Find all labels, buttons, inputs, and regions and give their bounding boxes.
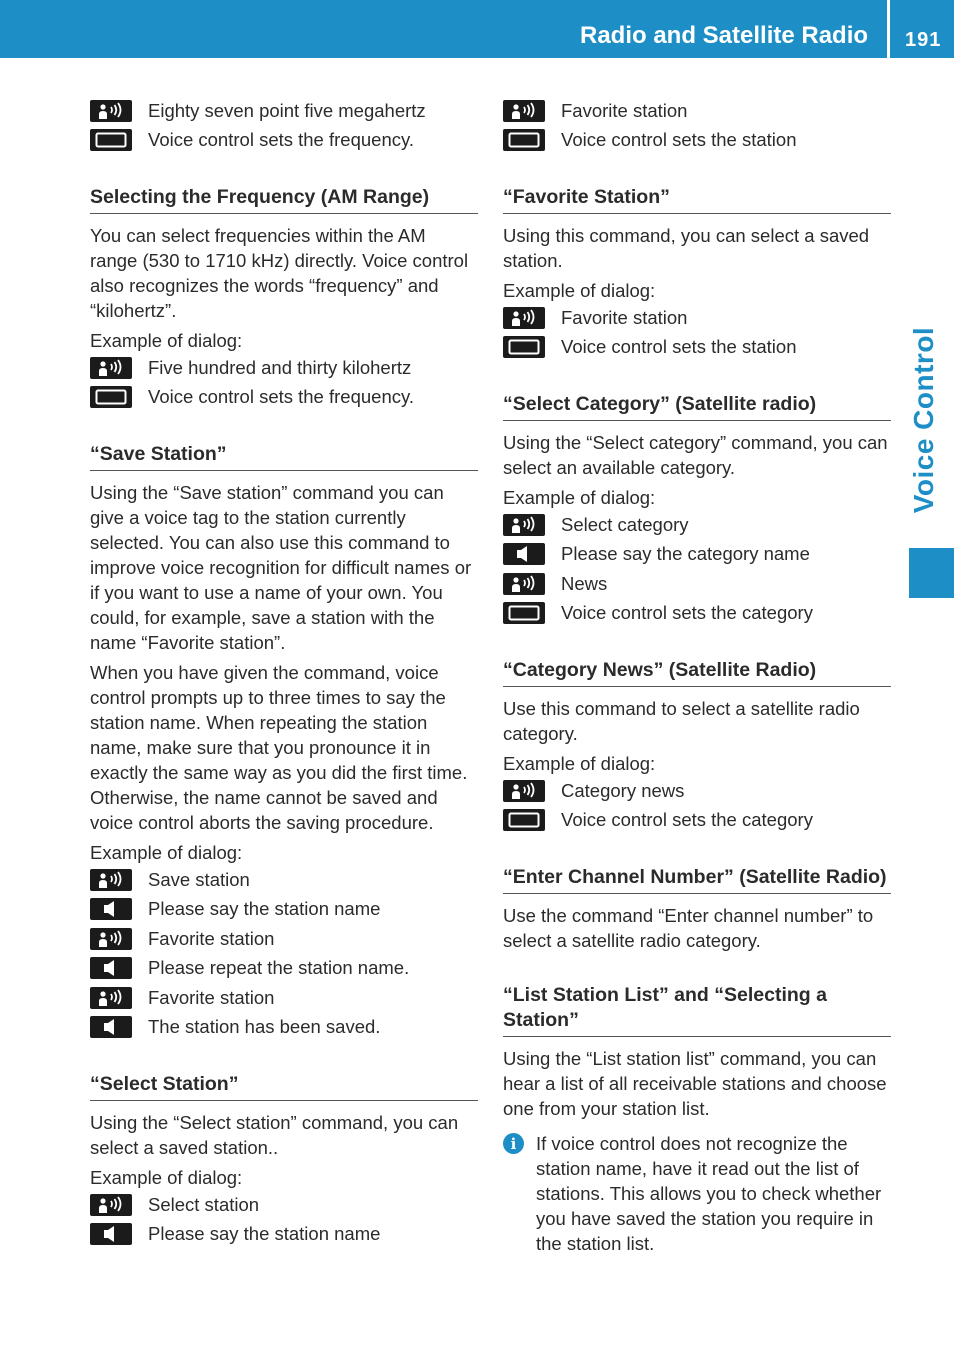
- dialog-line: [90, 895, 478, 925]
- dialog-line: [90, 126, 478, 156]
- dialog-text: Voice control sets the category: [561, 809, 813, 831]
- speak-icon: [503, 100, 545, 122]
- speak-icon: [90, 987, 132, 1009]
- paragraph: Use the command “Enter channel number” to select a satellite radio category.: [503, 905, 874, 951]
- screen-icon: [503, 336, 545, 358]
- speak-icon: [90, 100, 132, 122]
- example-label: Example of dialog:: [503, 280, 656, 301]
- dialog-line: [503, 96, 891, 126]
- dialog-line: [90, 1220, 478, 1250]
- paragraph: Using the “Select category” command, you can select an available category.: [503, 432, 888, 478]
- dialog-list: [90, 96, 478, 155]
- dialog-line: [503, 776, 891, 806]
- dialog-list: [503, 96, 891, 155]
- dialog-text: Select station: [148, 1193, 260, 1215]
- dialog-text: Favorite station: [561, 306, 688, 328]
- dialog-text: Voice control sets the station: [561, 129, 797, 151]
- dialog-text: Favorite station: [561, 99, 688, 121]
- dialog-text: Favorite station: [148, 927, 275, 949]
- dialog-line: [90, 353, 478, 383]
- dialog-text: News: [561, 572, 608, 594]
- dialog-text: Select category: [561, 513, 689, 535]
- paragraph: Using the “List station list” command, you can hear a list of all receivable stations and choose one from your station list.: [503, 1048, 887, 1119]
- speak-icon: [503, 307, 545, 329]
- dialog-text: Voice control sets the category: [561, 602, 813, 624]
- dialog-list: [90, 865, 478, 1042]
- dialog-text: Please say the station name: [148, 1223, 381, 1245]
- dialog-line: [90, 1013, 478, 1043]
- screen-icon: [90, 129, 132, 151]
- side-tab[interactable]: [909, 548, 954, 598]
- dialog-text: Category news: [561, 779, 685, 801]
- dialog-text: Favorite station: [148, 986, 275, 1008]
- screen-icon: [90, 386, 132, 408]
- side-tab-label-wrap: [904, 300, 944, 540]
- section-title-enter-channel: “Enter Channel Number” (Satellite Radio): [503, 865, 891, 894]
- dialog-line: [90, 954, 478, 984]
- header-divider: [887, 0, 890, 58]
- speak-icon: [503, 514, 545, 536]
- speak-icon: [90, 928, 132, 950]
- dialog-text: Please say the station name: [148, 898, 381, 920]
- dialog-list: [503, 303, 891, 362]
- dialog-line: [90, 96, 478, 126]
- side-tab-label: Voice Control: [908, 326, 939, 514]
- paragraph: Use this command to select a satellite radio category.: [503, 698, 860, 744]
- dialog-list: [90, 353, 478, 412]
- left-column: [90, 96, 478, 1249]
- section-title-list-station: “List Station List” and “Selecting a Station”: [503, 983, 891, 1037]
- speaker-icon: [90, 898, 132, 920]
- example-label: Example of dialog:: [503, 487, 656, 508]
- speak-icon: [90, 1194, 132, 1216]
- info-note: [503, 1131, 891, 1256]
- paragraph: Using the “Select station” command, you can select a saved station..: [90, 1112, 459, 1158]
- paragraph: When you have given the command, voice control prompts up to three times to say the station name. When repeating the station name, make sure that you pronounce it in exactly the same way as you did the first time. Otherwise, the name cannot be saved and voice control aborts the saving procedure.: [90, 662, 468, 833]
- dialog-text: Save station: [148, 868, 250, 890]
- paragraph: Using this command, you can select a saved station.: [503, 225, 870, 271]
- screen-icon: [503, 809, 545, 831]
- speaker-icon: [503, 543, 545, 565]
- dialog-text: Five hundred and thirty kilohertz: [148, 356, 412, 378]
- dialog-list: [90, 1190, 478, 1249]
- speak-icon: [503, 780, 545, 802]
- dialog-line: [90, 865, 478, 895]
- speak-icon: [90, 357, 132, 379]
- dialog-text: Voice control sets the frequency.: [148, 386, 415, 408]
- section-title-category-news: “Category News” (Satellite Radio): [503, 658, 891, 687]
- right-column: [503, 96, 891, 1256]
- example-label: Example of dialog:: [503, 753, 656, 774]
- paragraph: Using the “Save station” command you can give a voice tag to the station currently selected. You can also use this command to improve voice recognition for difficult names or if you want to use a name of your own. You could, for example, save a station with the name “Favorite station”.: [90, 482, 472, 653]
- dialog-line: [503, 599, 891, 629]
- dialog-line: [503, 540, 891, 570]
- dialog-text: Please repeat the station name.: [148, 957, 410, 979]
- dialog-line: [90, 924, 478, 954]
- speak-icon: [503, 573, 545, 595]
- dialog-line: [503, 510, 891, 540]
- dialog-text: The station has been saved.: [148, 1016, 381, 1038]
- info-icon: i: [503, 1133, 524, 1154]
- speaker-icon: [90, 1016, 132, 1038]
- dialog-line: [503, 569, 891, 599]
- dialog-text: Voice control sets the station: [561, 336, 797, 358]
- example-label: Example of dialog:: [90, 330, 243, 351]
- page-number: 191: [905, 29, 942, 51]
- dialog-line: [503, 806, 891, 836]
- dialog-line: [90, 1190, 478, 1220]
- page-title: Radio and Satellite Radio: [580, 22, 869, 49]
- screen-icon: [503, 129, 545, 151]
- speak-icon: [90, 869, 132, 891]
- speaker-icon: [90, 957, 132, 979]
- dialog-line: [503, 333, 891, 363]
- dialog-text: Eighty seven point five megahertz: [148, 99, 426, 121]
- dialog-list: [503, 510, 891, 628]
- dialog-text: Voice control sets the frequency.: [148, 129, 415, 151]
- dialog-line: [503, 126, 891, 156]
- section-title-save-station: “Save Station”: [90, 442, 478, 471]
- dialog-text: Please say the category name: [561, 543, 810, 565]
- section-title-select-station: “Select Station”: [90, 1072, 478, 1101]
- example-label: Example of dialog:: [90, 842, 243, 863]
- paragraph: You can select frequencies within the AM range (530 to 1710 kHz) directly. Voice control also recognizes the words “frequency” and “kilohertz”.: [90, 225, 469, 321]
- screen-icon: [503, 602, 545, 624]
- dialog-line: [90, 383, 478, 413]
- section-title-select-category: “Select Category” (Satellite radio): [503, 392, 891, 421]
- dialog-line: [503, 303, 891, 333]
- info-note-text: If voice control does not recognize the station name, have it read out the list of stations. This allows you to check whether you have saved the station you require in the station list.: [536, 1133, 882, 1254]
- section-title-favorite-station: “Favorite Station”: [503, 185, 891, 214]
- speaker-icon: [90, 1223, 132, 1245]
- dialog-list: [503, 776, 891, 835]
- example-label: Example of dialog:: [90, 1167, 243, 1188]
- dialog-line: [90, 983, 478, 1013]
- section-title-am-range: Selecting the Frequency (AM Range): [90, 185, 478, 214]
